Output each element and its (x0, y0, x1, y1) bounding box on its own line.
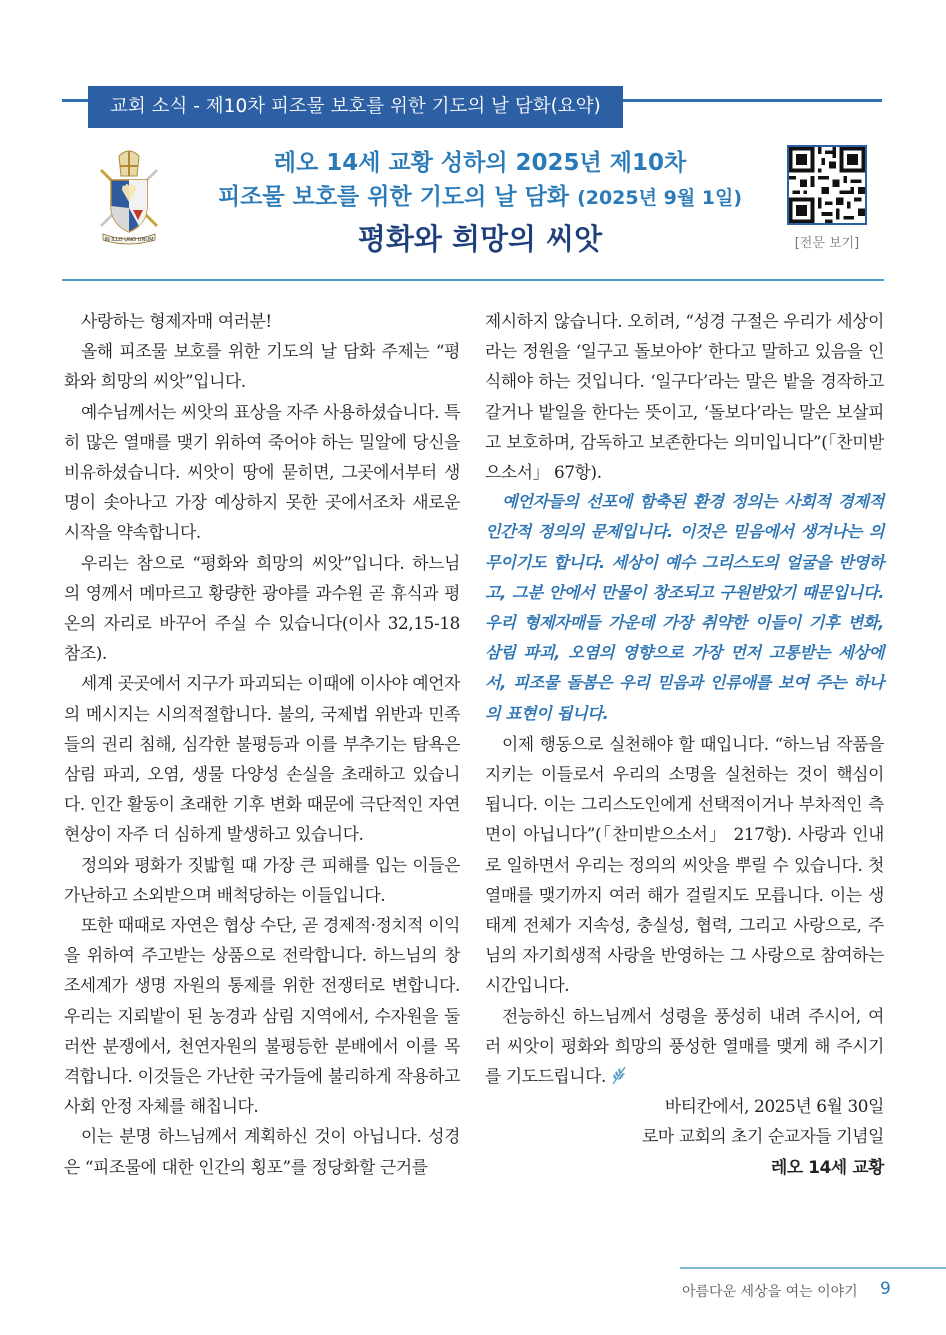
paragraph: 이제 행동으로 실천해야 할 때입니다. “하느님 작품을 지키는 이들로서 우리의 소명을 실천하는 것이 핵심이 됩니다. 이는 그리스도인에게 선택적이거나 부차적인 측면이 아닙니다”(「찬미받으소서」 217항). 사랑과 인내로 일하면서 우리는 정의의 씨앗을 뿌릴 수 있습니다. 첫 열매를 맺기까지 여러 해가 걸릴지도 모릅니다. 이는 생태계 전체가 지속성, 충실성, 협력, 그리고 사랑으로, 주님의 자기희생적 사랑을 반영하는 그 사랑으로 참여하는 시간입니다. (485, 733, 884, 996)
paragraph-closing (485, 1001, 884, 1092)
left-column (64, 306, 460, 1182)
paragraph: 정의와 평화가 짓밟힐 때 가장 큰 피해를 입는 이들은 가난하고 소외받으며 배척당하는 이들입니다. (64, 854, 460, 905)
paragraph: 세계 곳곳에서 지구가 파괴되는 이때에 이사야 예언자의 메시지는 시의적절합니다. 불의, 국제법 위반과 민족들의 권리 침해, 심각한 불평등과 이를 부추기는 탐욕은 삼림 파괴, 오염, 생물 다양성 손실을 초래하고 있습니다. 인간 활동이 초래한 기후 변화 때문에 극단적인 자연 현상이 자주 더 심하게 발생하고 있습니다. (64, 673, 460, 845)
sign-place: 바티칸에서, 2025년 6월 30일 (664, 1096, 884, 1117)
footer-tagline: 아름다운 세상을 여는 이야기 (682, 1284, 858, 1300)
title-divider (62, 279, 884, 281)
qr-label[interactable]: [전문 보기] (794, 236, 860, 251)
section-banner: 교회 소식 - 제10차 피조물 보호를 위한 기도의 날 담화(요약) (88, 86, 623, 128)
title-block (180, 146, 780, 261)
paragraph: 예수님께서는 씨앗의 표상을 자주 사용하셨습니다. 특히 많은 열매를 맺기 위하여 죽어야 하는 밀알에 당신을 비유하셨습니다. 씨앗이 땅에 묻히면, 그곳에서부터 생명이 솟아나고 가장 예상하지 못한 곳에서조차 새로운 시작을 약속합니다. (64, 401, 460, 543)
qr-code-icon (789, 147, 865, 223)
footer-rule (680, 1267, 946, 1269)
highlighted-paragraph: 예언자들의 선포에 함축된 환경 정의는 사회적 경제적 인간적 정의의 문제입니다. 이것은 믿음에서 생겨나는 의무이기도 합니다. 세상이 예수 그리스도의 얼굴을 반영하고, 그분 안에서 만물이 창조되고 구원받았기 때문입니다. 우리 형제자매들 가운데 가장 취약한 이들이 기후 변화, 삼림 파괴, 오염의 영향으로 가장 먼저 고통받는 세상에서, 피조물 돌봄은 우리 믿음과 인류애를 보여 주는 하나의 표현이 됩니다. (485, 492, 884, 723)
paragraph: 이는 분명 하느님께서 계획하신 것이 아닙니다. 성경은 “피조물에 대한 인간의 횡포”를 정당화할 근거를 (64, 1126, 460, 1177)
paragraph: 사랑하는 형제자매 여러분! (81, 311, 272, 331)
page-number: 9 (880, 1279, 891, 1299)
title-line-2-main: 피조물 보호를 위한 기도의 날 담화 (217, 184, 570, 210)
title-date: (2025년 9월 1일) (577, 187, 743, 209)
paragraph: 우리는 참으로 “평화와 희망의 씨앗”입니다. 하느님의 영께서 메마르고 황량한 광야를 과수원 곧 휴식과 평온의 자리로 바꾸어 주실 수 있습니다(이사 32,15-18 참조). (64, 552, 460, 664)
right-column (485, 306, 884, 1182)
title-line-2 (180, 180, 780, 215)
title-line-1: 레오 14세 교황 성하의 2025년 제10차 (273, 150, 687, 176)
paragraph: 올해 피조물 보호를 위한 기도의 날 담화 주제는 “평화와 희망의 씨앗”입니다. (64, 341, 460, 392)
svg-text:IN ILLO UNO UNUM: IN ILLO UNO UNUM (104, 237, 154, 243)
papal-crest-icon (93, 148, 165, 248)
sign-feast: 로마 교회의 초기 순교자들 기념일 (642, 1126, 884, 1147)
page-subtitle: 평화와 희망의 씨앗 (357, 222, 603, 256)
leaf-icon (610, 1065, 628, 1085)
closing-text: 전능하신 하느님께서 성령을 풍성히 내려 주시어, 여러 씨앗이 평화와 희망의 풍성한 열매를 맺게 해 주시기를 기도드립니다. (485, 1005, 884, 1087)
paragraph: 또한 때때로 자연은 협상 수단, 곧 경제적·정치적 이익을 위하여 주고받는 상품으로 전락합니다. 하느님의 창조세계가 생명 자원의 통제를 위한 전쟁터로 변합니다. 우리는 지뢰밭이 된 농경과 삼림 지역에서, 수자원을 둘러싼 분쟁에서, 천연자원의 불평등한 분배에서 이를 목격합니다. 이것들은 가난한 국가들에 불리하게 작용하고 사회 안정 자체를 해칩니다. (64, 915, 460, 1117)
paragraph-continuation: 제시하지 않습니다. 오히려, “성경 구절은 우리가 세상이라는 정원을 ‘일구고 돌보아야’ 한다고 말하고 있음을 인식해야 하는 것입니다. ‘일구다’라는 말은 밭을 경작하고 갈거나 밭일을 한다는 뜻이고, ‘돌보다’라는 말은 보살피고 보호하며, 감독하고 보존한다는 의미입니다”(「찬미받으소서」 67항). (485, 311, 884, 483)
sign-name: 레오 14세 교황 (771, 1156, 884, 1177)
qr-code[interactable] (787, 145, 867, 225)
